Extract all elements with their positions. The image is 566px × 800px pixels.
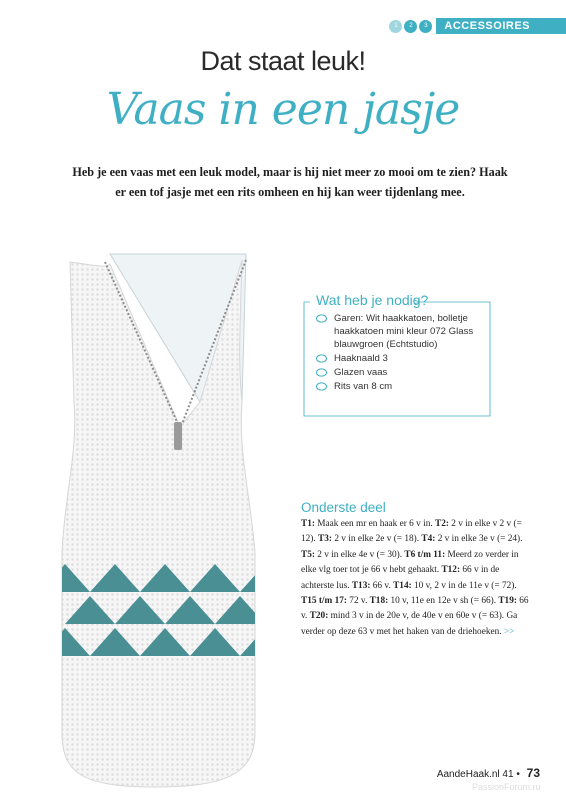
- materials-heading: Wat heb je nodig?: [316, 292, 429, 308]
- page-title: Vaas in een jasje: [106, 84, 460, 135]
- row-text: 2 v in elke 3e v (= 24).: [435, 534, 523, 545]
- row-label: T1:: [301, 519, 315, 529]
- continue-marker: >>: [503, 626, 515, 637]
- issue-dot: 3: [419, 20, 432, 33]
- row-label: T5:: [301, 549, 315, 560]
- yarn-bullet-icon: [316, 368, 327, 377]
- section-tag: ACCESSOIRES: [436, 18, 566, 34]
- row-text: 2 v in elke 4e v (= 30).: [314, 549, 405, 560]
- row-text: 66 v.: [370, 580, 394, 591]
- list-item: [316, 352, 482, 365]
- watermark: PassionForum.ru: [472, 782, 541, 792]
- issue-dots: [389, 20, 432, 33]
- material-text: Glazen vaas: [334, 367, 388, 378]
- kicker-heading: Dat staat leuk!: [200, 46, 366, 76]
- row-text: Meerd zo verder in elke vlg toer tot je 66 v hebt gehaakt.: [301, 549, 519, 576]
- list-item: [316, 312, 482, 351]
- section-header: [389, 18, 566, 34]
- row-label: T2:: [435, 519, 449, 529]
- page-number: 73: [526, 766, 540, 780]
- yarn-bullet-icon: [316, 382, 327, 391]
- row-label: T14:: [393, 580, 412, 591]
- row-label: T15 t/m 17:: [301, 596, 347, 607]
- page-footer: [437, 766, 540, 780]
- row-text: Maak een mr en haak er 6 v in.: [314, 519, 435, 529]
- crochet-body: [62, 260, 255, 787]
- row-text: 2 v in elke v 2 v (= 12).: [301, 519, 522, 545]
- row-label: T3:: [318, 534, 332, 545]
- zipper-pull: [174, 422, 182, 450]
- row-label: T19:: [498, 596, 517, 607]
- row-label: T12:: [441, 565, 461, 576]
- pattern-text: [301, 517, 531, 640]
- row-text: 72 v.: [346, 596, 370, 607]
- row-label: T18:: [369, 596, 389, 607]
- materials-box: [302, 292, 492, 418]
- issue-dot: 1: [389, 20, 402, 33]
- material-text: Haaknaald 3: [334, 353, 388, 364]
- yarn-bullet-icon: [316, 354, 327, 363]
- materials-list: [316, 312, 482, 394]
- list-item: [316, 380, 482, 393]
- yarn-bullet-icon: [316, 314, 327, 323]
- row-label: T6 t/m 11:: [404, 549, 446, 560]
- row-text: 10 v, 11e en 12e v sh (= 66).: [388, 596, 499, 607]
- row-label: T13:: [351, 580, 371, 591]
- footer-site: AandeHaak.nl 41: [436, 769, 514, 780]
- row-label: T4:: [421, 534, 436, 545]
- row-text: 10 v, 2 v in de 11e v (= 72).: [411, 580, 517, 591]
- footer-bullet: •: [516, 769, 520, 780]
- list-item: [316, 366, 482, 379]
- row-label: T20:: [309, 611, 329, 622]
- row-text: 66 v.: [301, 596, 529, 622]
- issue-dot: 2: [404, 20, 417, 33]
- row-text: 66 v in de achterste lus.: [301, 565, 500, 591]
- material-text: Rits van 8 cm: [334, 381, 393, 392]
- intro-paragraph: Heb je een vaas met een leuk model, maar is hij niet meer zo mooi om te zien? Haak er een tof jasje met een rits omheen en hij kan weer tijdenlang mee.: [72, 165, 508, 199]
- pattern-heading: Onderste deel: [301, 500, 386, 515]
- material-text: Garen: Wit haakkatoen, bolletje haakkatoen mini kleur 072 Glass blauwgroen (Echtstudio): [334, 313, 474, 350]
- row-text: 2 v in elke 2e v (= 18).: [332, 534, 422, 545]
- row-text: mind 3 v in de 20e v, de 40e v en 60e v (= 63). Ga verder op deze 63 v met het haken van de driehoeken.: [301, 611, 518, 637]
- vase-photo: [50, 252, 260, 792]
